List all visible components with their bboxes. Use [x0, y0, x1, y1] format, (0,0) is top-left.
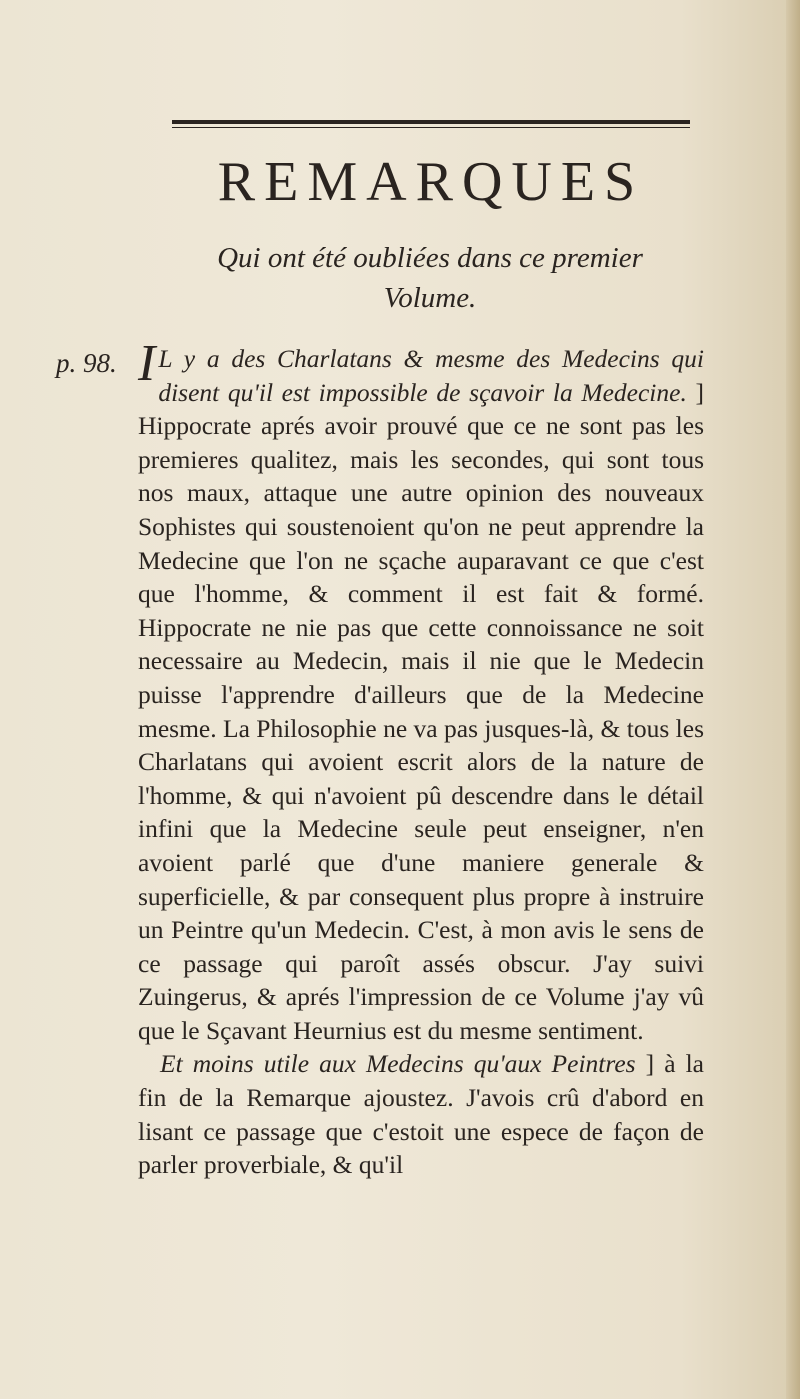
header-rule [172, 120, 690, 124]
page-edge [786, 0, 800, 1399]
paragraph-2-bracket: ] [635, 1049, 665, 1079]
margin-page-reference: p. 98. [56, 348, 117, 378]
paragraph-1-lemma: L y a des Charlatans & mesme des Medecins qui disent qu'il est impossible de sçavoir la Medecine. [158, 344, 704, 407]
header-rule-thin [172, 127, 690, 128]
paragraph-2-text: à la fin de la Remarque ajoustez. J'avois crû d'abord en lisant ce passage que c'estoit une espece de façon de parler proverbiale, & qu'il [138, 1049, 704, 1180]
page-subtitle [140, 238, 720, 318]
paragraph-1 [138, 335, 704, 1047]
paragraph-2 [138, 1047, 704, 1181]
paragraph-2-lemma: Et moins utile aux Medecins qu'aux Peintres [160, 1049, 636, 1079]
body-text [138, 335, 704, 1182]
page-title: REMARQUES [217, 151, 645, 213]
subtitle-line-1: Qui ont été oubliées dans ce premier [217, 242, 643, 274]
subtitle-line-2: Volume. [383, 282, 477, 314]
drop-cap: I [138, 335, 156, 392]
paragraph-1-text: Hippocrate aprés avoir prouvé que ce ne sont pas les premieres qualitez, mais les secondes, qui sont tous nos maux, attaque une autre opinion des nouveaux Sophistes qui soustenoient qu'on ne peut apprendre la Medecine que l'on ne sçache auparavant ce que c'est que l'homme, & comment il est fait & formé. Hippocrate ne nie pas que cette connoissance ne soit necessaire au Medecin, mais il nie que le Medecin puisse l'apprendre d'ailleurs que de la Medecine mesme. La Philosophie ne va pas jusques-là, & tous les Charlatans qui avoient escrit alors de la nature de l'homme, & qui n'avoient pû descendre dans le détail infini que la Medecine seule peut enseigner, n'en avoient parlé que d'une maniere generale & superficielle, & par consequent plus propre à instruire un Peintre qu'un Medecin. C'est, à mon avis le sens de ce passage qui paroît assés obscur. J'ay suivi Zuingerus, & aprés l'impression de ce Volume j'ay vû que le Sçavant Heurnius est du mesme sentiment. [138, 411, 704, 1045]
paragraph-1-bracket: ] [686, 377, 704, 407]
